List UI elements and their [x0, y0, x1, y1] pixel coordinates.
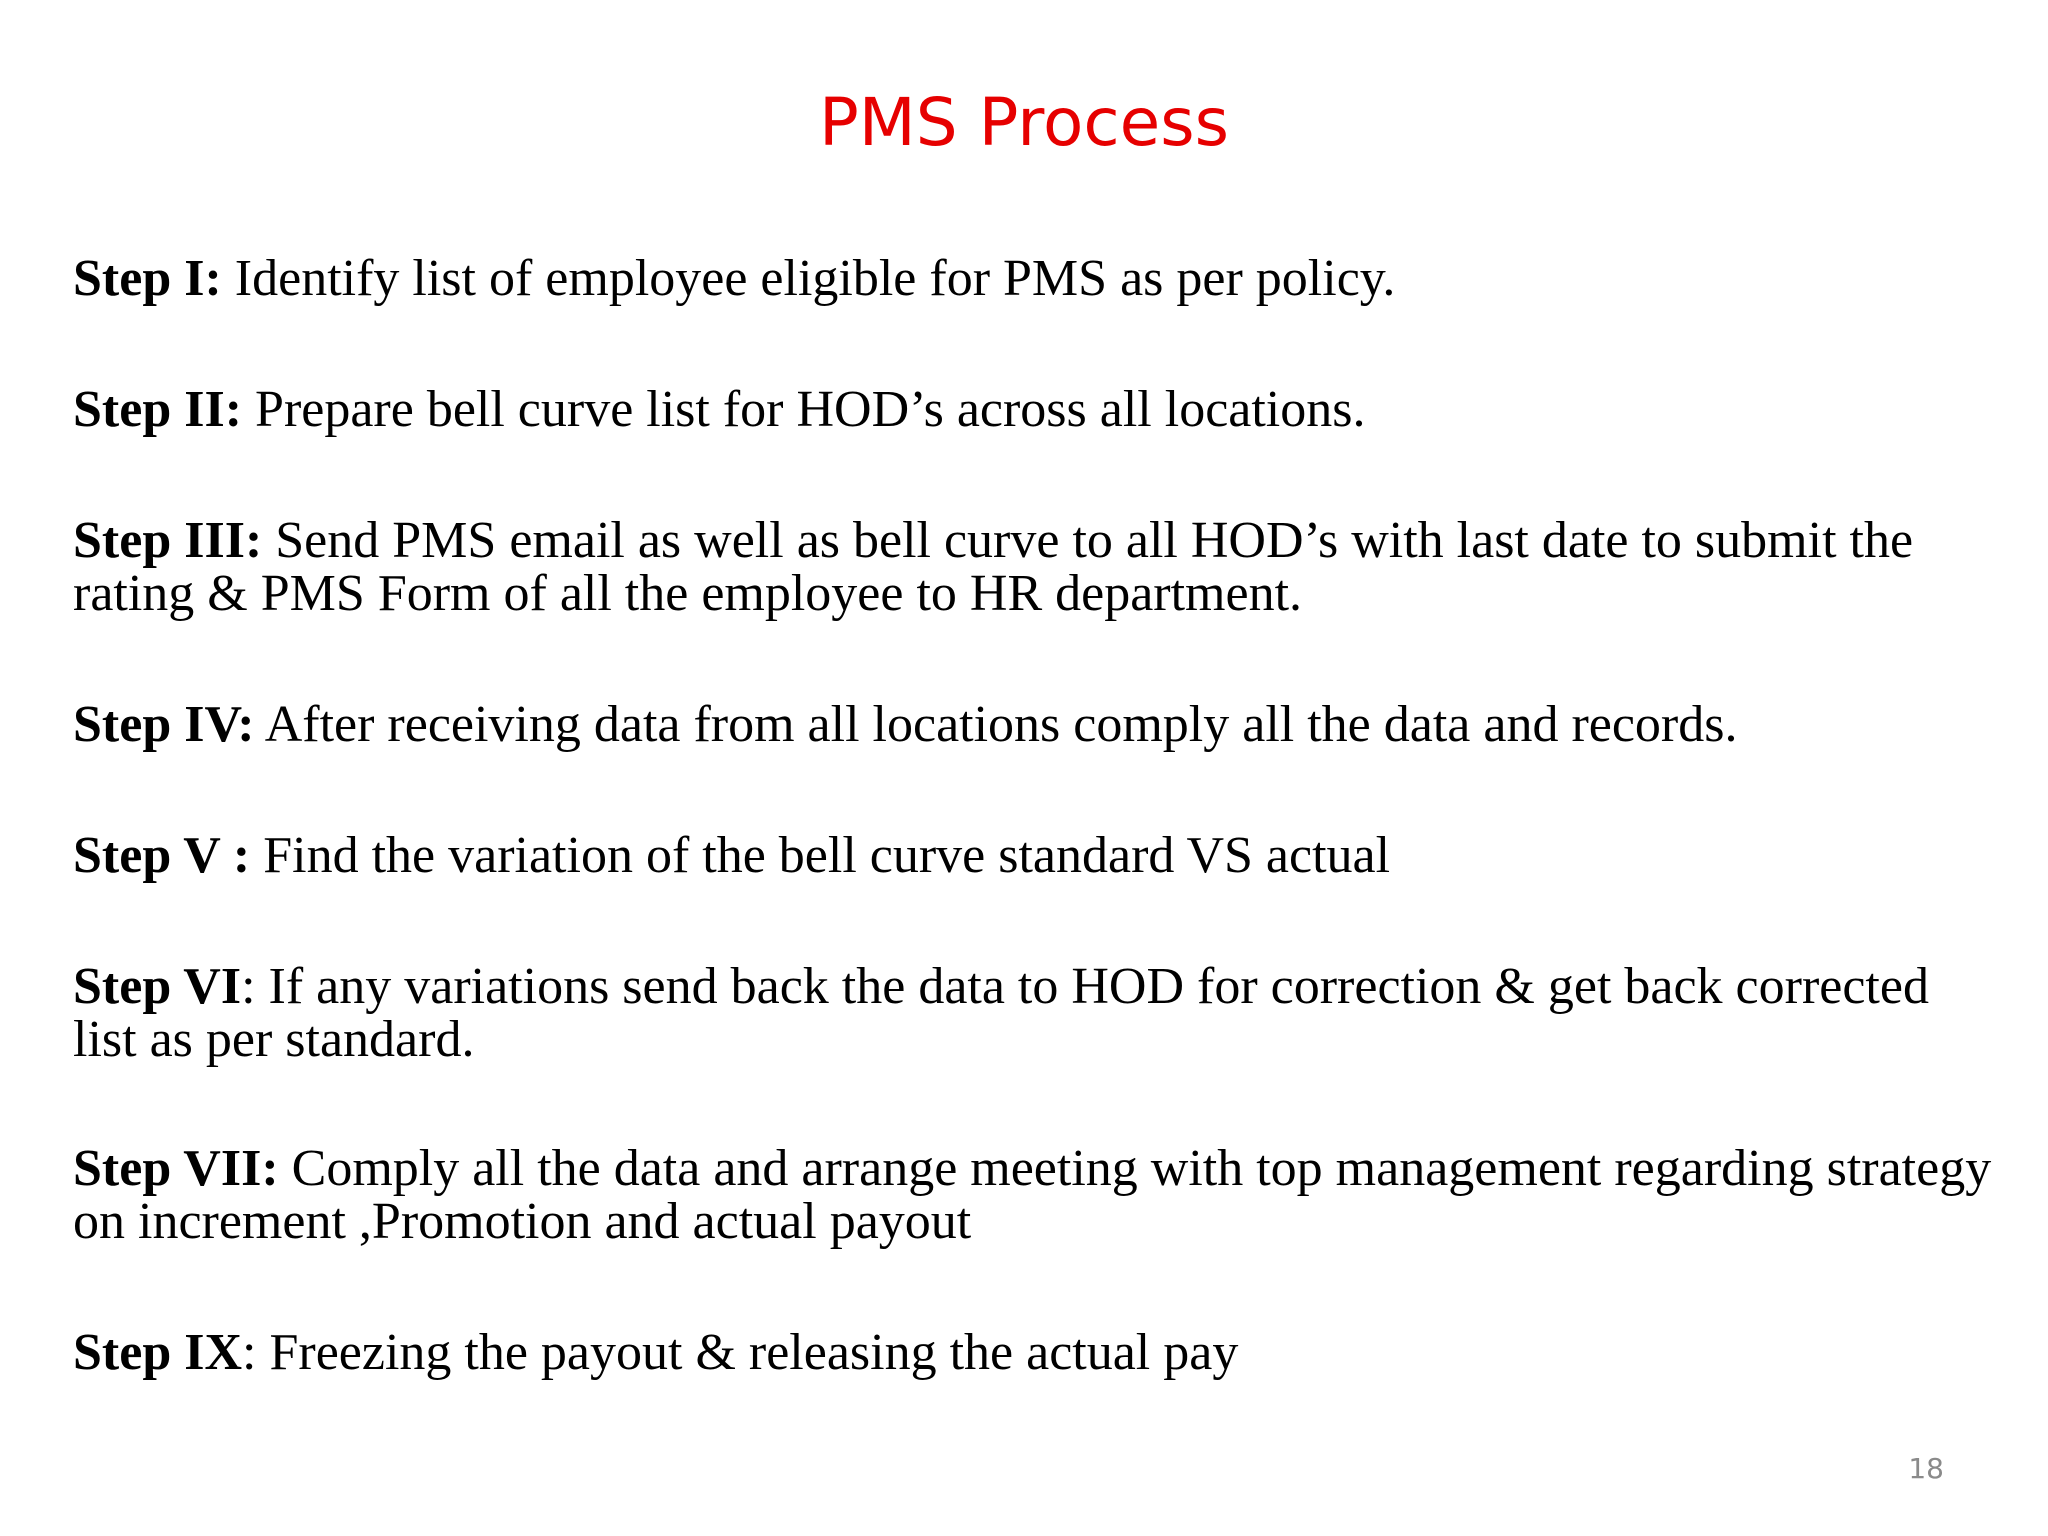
- step-label: Step I:: [73, 250, 222, 307]
- step-item: [73, 252, 1395, 305]
- step-text: After receiving data from all locations comply all the data and records.: [254, 696, 1738, 753]
- step-label: Step III:: [73, 512, 263, 569]
- step-text: : Freezing the payout & releasing the actual pay: [242, 1324, 1239, 1381]
- step-item: [73, 960, 1993, 1066]
- step-text: Identify list of employee eligible for PMS as per policy.: [221, 250, 1396, 307]
- step-label: Step VI: [73, 958, 242, 1015]
- slide-title: PMS Process: [819, 84, 1229, 161]
- step-text: Send PMS email as well as bell curve to all HOD’s with last date to submit the rating & PMS Form of all the employee to HR department.: [73, 512, 1914, 622]
- step-label: Step IV:: [73, 696, 255, 753]
- page-number: 18: [1908, 1452, 1944, 1485]
- step-item: [73, 1326, 1238, 1379]
- step-item: [73, 383, 1366, 436]
- step-text: Comply all the data and arrange meeting with top management regarding strategy on increment ,Promotion and actual payout: [73, 1140, 1992, 1250]
- step-label: Step VII:: [73, 1140, 279, 1197]
- step-label: Step IX: [73, 1324, 243, 1381]
- step-text: : If any variations send back the data to HOD for correction & get back corrected list as per standard.: [73, 958, 1929, 1068]
- step-text: Find the variation of the bell curve standard VS actual: [250, 827, 1391, 884]
- step-label: Step II:: [73, 381, 243, 438]
- step-item: [73, 514, 1993, 620]
- step-label: Step V :: [73, 827, 251, 884]
- step-item: [73, 698, 1737, 751]
- step-text: Prepare bell curve list for HOD’s across all locations.: [242, 381, 1366, 438]
- step-item: [73, 829, 1390, 882]
- step-item: [73, 1142, 1993, 1248]
